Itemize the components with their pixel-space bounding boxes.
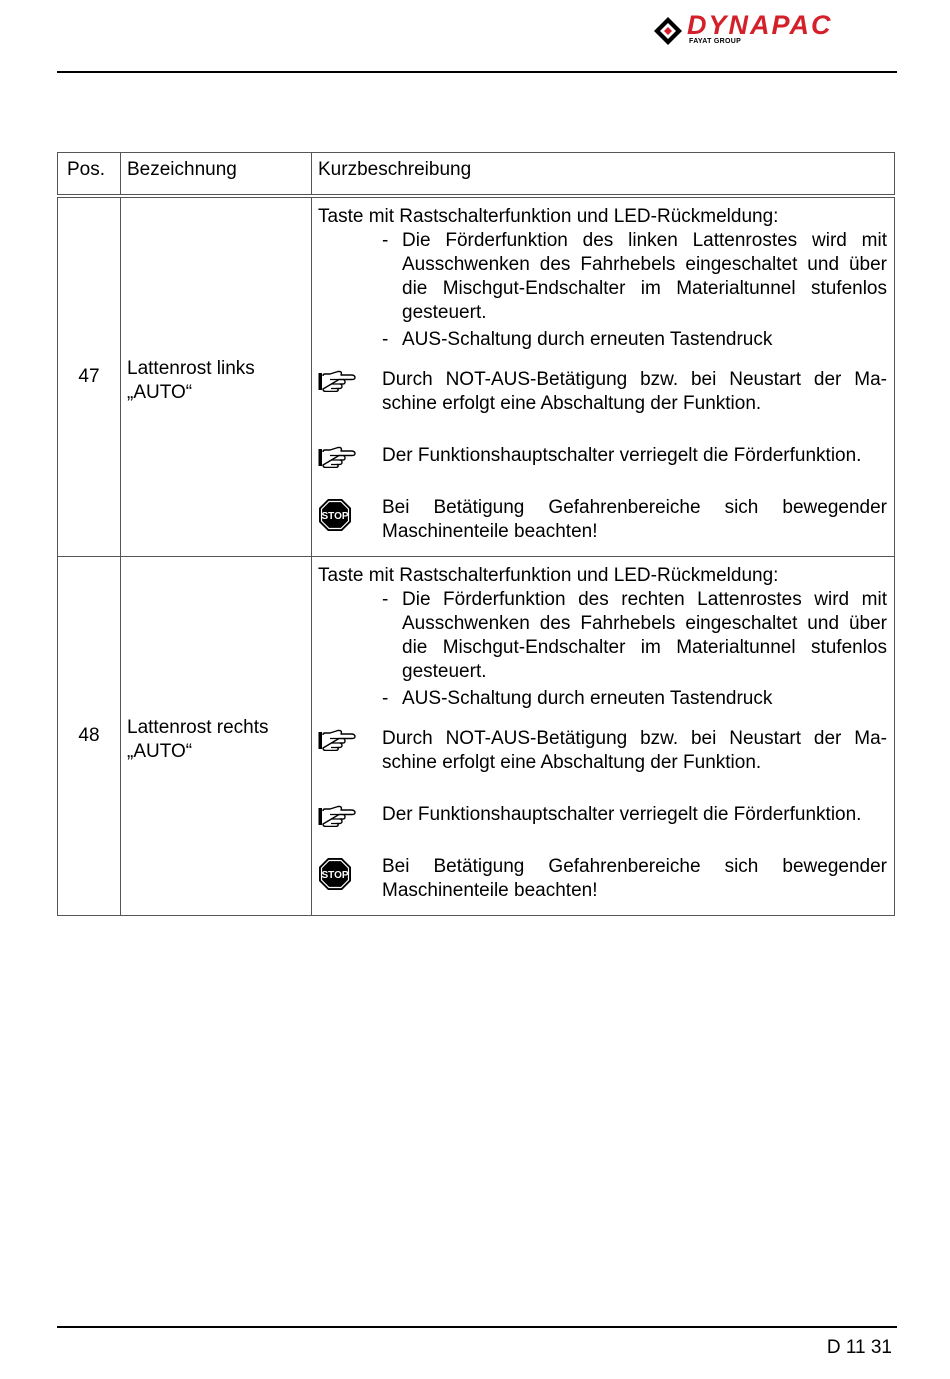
bullet-text: Die Förderfunktion des linken Lattenrostes wird mit Ausschwenken des Fahrhebels eingeschaltet und über die Mischgut-Endschalter im Materialtunnel stufenlos gesteuert.	[402, 230, 887, 323]
bezeichnung-line: Lattenrost links	[127, 358, 255, 379]
bullet-item	[382, 588, 887, 684]
column-header-kurzbeschreibung: Kurzbeschreibung	[312, 153, 895, 197]
stop-sign-icon	[318, 855, 382, 891]
table-row	[58, 196, 895, 557]
pointing-hand-icon	[318, 444, 382, 468]
brand-name: DYNAPAC	[687, 10, 833, 40]
bullet-dash: -	[382, 589, 389, 610]
note-text: Durch NOT-AUS-Betätigung bzw. bei Neustart der Maschine erfolgt eine Abschaltung der Funktion.	[382, 369, 887, 414]
bullet-item	[382, 328, 887, 352]
note-text: Durch NOT-AUS-Betätigung bzw. bei Neustart der Maschine erfolgt eine Abschaltung der Funktion.	[382, 728, 887, 773]
brand-subtitle: FAYAT GROUP	[689, 38, 742, 45]
description-intro: Taste mit Rastschalterfunktion und LED-Rückmeldung:	[318, 206, 779, 227]
header-rule	[57, 71, 897, 73]
stop-sign-icon	[318, 496, 382, 532]
note-text: Bei Betätigung Gefahrenbereiche sich bewegender Maschinenteile beachten!	[382, 856, 887, 901]
note-item	[318, 855, 887, 903]
column-header-bezeichnung: Bezeichnung	[121, 153, 312, 197]
note-item	[318, 496, 887, 544]
footer-rule	[57, 1326, 897, 1328]
bullet-text: AUS-Schaltung durch erneuten Tastendruck	[402, 329, 773, 350]
bezeichnung-cell	[121, 196, 312, 557]
bullet-dash: -	[382, 329, 389, 350]
dynapac-logo	[651, 8, 901, 48]
function-table	[57, 152, 895, 916]
bezeichnung-line: Lattenrost rechts	[127, 717, 269, 738]
bullet-dash: -	[382, 230, 389, 251]
bezeichnung-line: „AUTO“	[127, 741, 193, 762]
pointing-hand-icon	[318, 803, 382, 827]
kurzbeschreibung-cell	[312, 196, 895, 557]
bezeichnung-cell	[121, 557, 312, 916]
pointing-hand-icon	[318, 368, 382, 392]
stop-sign-label: STOP	[321, 870, 349, 881]
bezeichnung-line: „AUTO“	[127, 382, 193, 403]
note-item	[318, 803, 887, 827]
note-text: Der Funktionshauptschalter verriegelt die Förderfunktion.	[382, 445, 862, 466]
bullet-item	[382, 229, 887, 325]
pos-cell: 48	[58, 557, 121, 916]
pos-cell: 47	[58, 196, 121, 557]
pointing-hand-icon	[318, 727, 382, 751]
bullet-item	[382, 687, 887, 711]
column-header-pos: Pos.	[58, 153, 121, 197]
bullet-text: AUS-Schaltung durch erneuten Tastendruck	[402, 688, 773, 709]
table-row	[58, 557, 895, 916]
note-item	[318, 368, 887, 416]
description-intro: Taste mit Rastschalterfunktion und LED-Rückmeldung:	[318, 565, 779, 586]
kurzbeschreibung-cell	[312, 557, 895, 916]
bullet-dash: -	[382, 688, 389, 709]
note-item	[318, 727, 887, 775]
table-header-row	[58, 153, 895, 197]
dynapac-logo-mark-icon	[653, 16, 683, 46]
note-text: Der Funktionshauptschalter verriegelt die Förderfunktion.	[382, 804, 862, 825]
bullet-text: Die Förderfunktion des rechten Lattenrostes wird mit Ausschwenken des Fahrhebels eingeschaltet und über die Mischgut-Endschalter im Materialtunnel stufenlos gesteuert.	[402, 589, 887, 682]
note-text: Bei Betätigung Gefahrenbereiche sich bewegender Maschinenteile beachten!	[382, 497, 887, 542]
page-number: D 11 31	[826, 1337, 892, 1358]
note-item	[318, 444, 887, 468]
stop-sign-label: STOP	[321, 511, 349, 522]
